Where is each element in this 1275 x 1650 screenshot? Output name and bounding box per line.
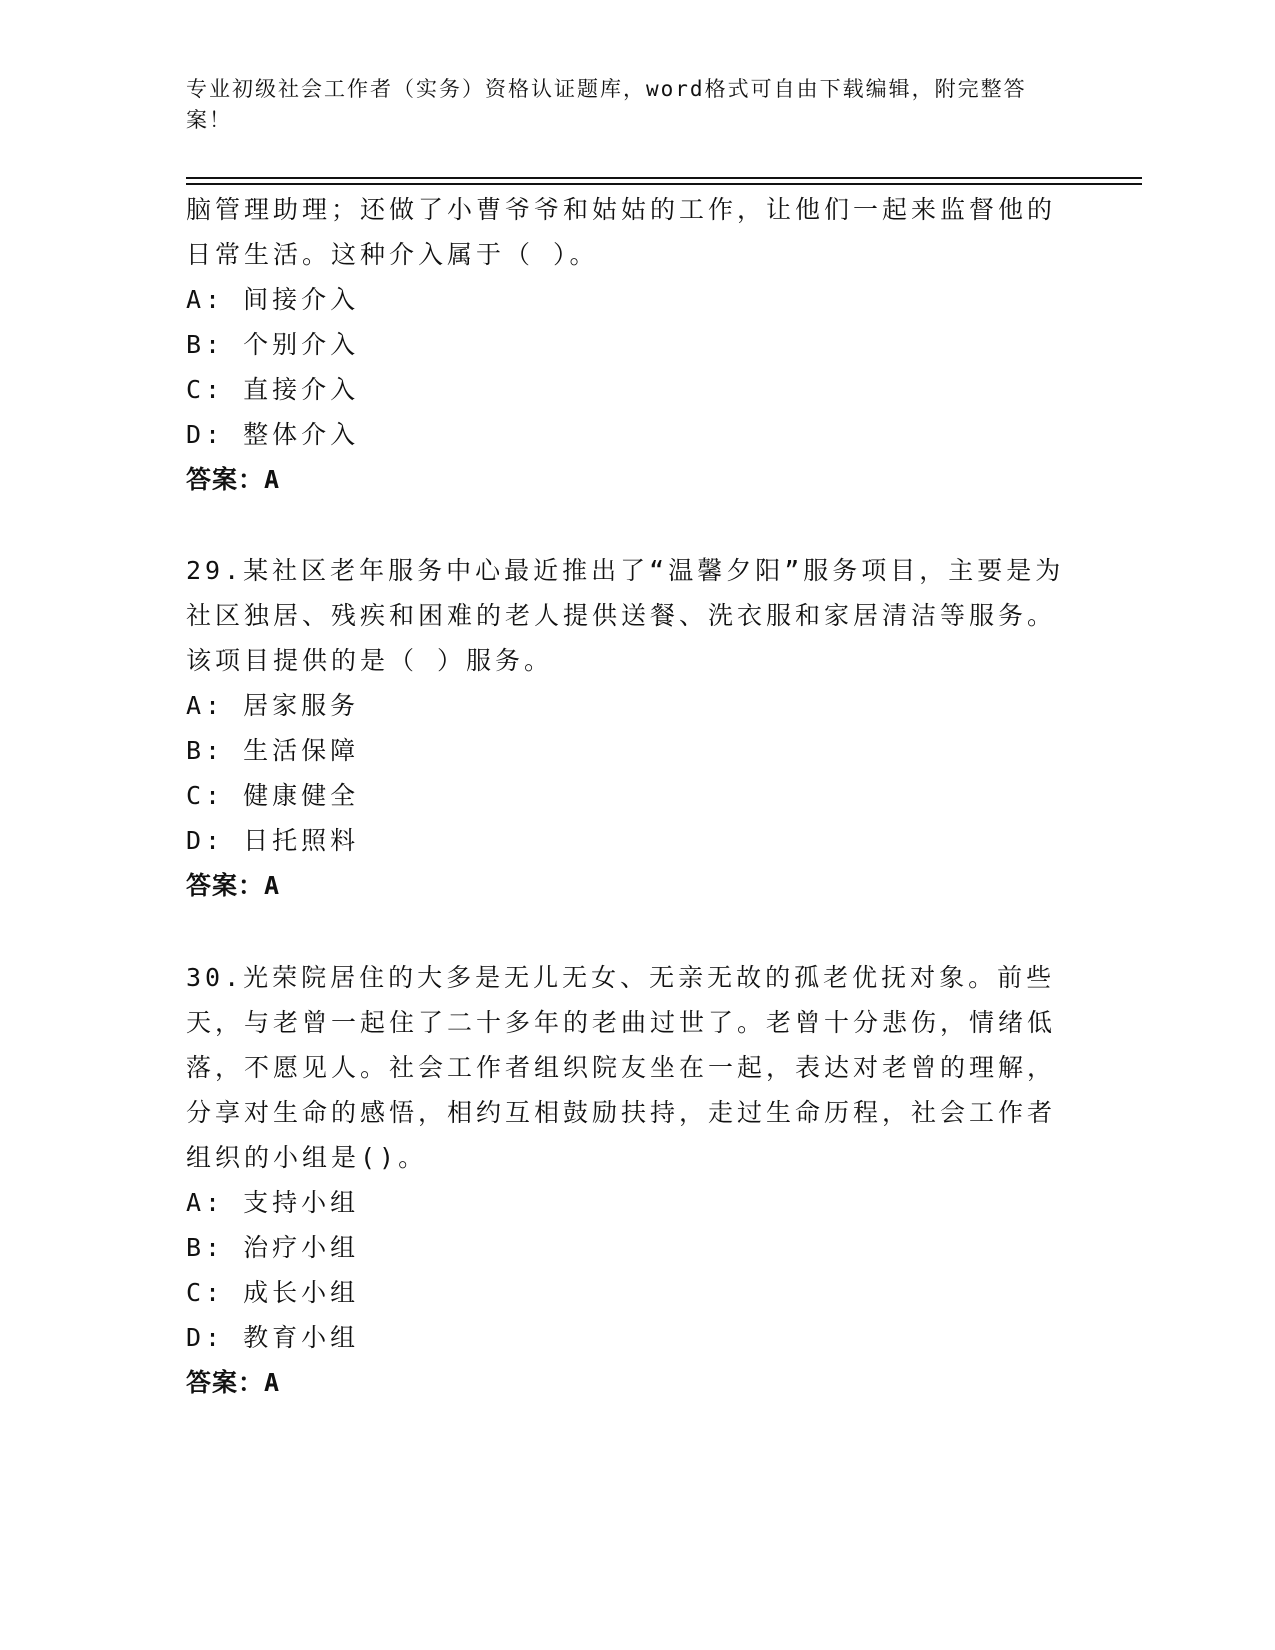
page-header: 专业初级社会工作者（实务）资格认证题库，word格式可自由下载编辑，附完整答案！: [186, 77, 1027, 132]
option-d: D: 日托照料: [186, 826, 360, 855]
option-d: D: 整体介入: [186, 420, 360, 449]
option-b: B: 治疗小组: [186, 1233, 360, 1262]
option-c: C: 成长小组: [186, 1278, 360, 1307]
option-a: A: 支持小组: [186, 1188, 360, 1217]
option-c: C: 健康健全: [186, 781, 360, 810]
option-b: B: 个别介入: [186, 330, 360, 359]
option-b: B: 生活保障: [186, 736, 360, 765]
option-d: D: 教育小组: [186, 1323, 360, 1352]
answer-line: 答案：A: [186, 871, 281, 900]
question-text: 29.某社区老年服务中心最近推出了“温馨夕阳”服务项目，主要是为社区独居、残疾和困难的老人提供送餐、洗衣服和家居清洁等服务。该项目提供的是（ ）服务。: [186, 556, 1065, 675]
answer-line: 答案：A: [186, 465, 281, 494]
question-text: 脑管理助理；还做了小曹爷爷和姑姑的工作，让他们一起来监督他的日常生活。这种介入属于（ ）。: [186, 195, 1057, 269]
question-text: 30.光荣院居住的大多是无儿无女、无亲无故的孤老优抚对象。前些天，与老曾一起住了二十多年的老曲过世了。老曾十分悲伤，情绪低落，不愿见人。社会工作者组织院友坐在一起，表达对老曾的理解，分享对生命的感悟，相约互相鼓励扶持，走过生命历程，社会工作者组织的小组是()。: [186, 963, 1057, 1172]
answer-line: 答案：A: [186, 1368, 281, 1397]
option-a: A: 居家服务: [186, 691, 360, 720]
question-block: [186, 187, 1066, 502]
header-divider-line: [186, 177, 1142, 179]
option-a: A: 间接介入: [186, 285, 360, 314]
question-block: [186, 955, 1066, 1405]
option-c: C: 直接介入: [186, 375, 360, 404]
question-block: [186, 548, 1066, 908]
header-divider-line: [186, 183, 1142, 185]
